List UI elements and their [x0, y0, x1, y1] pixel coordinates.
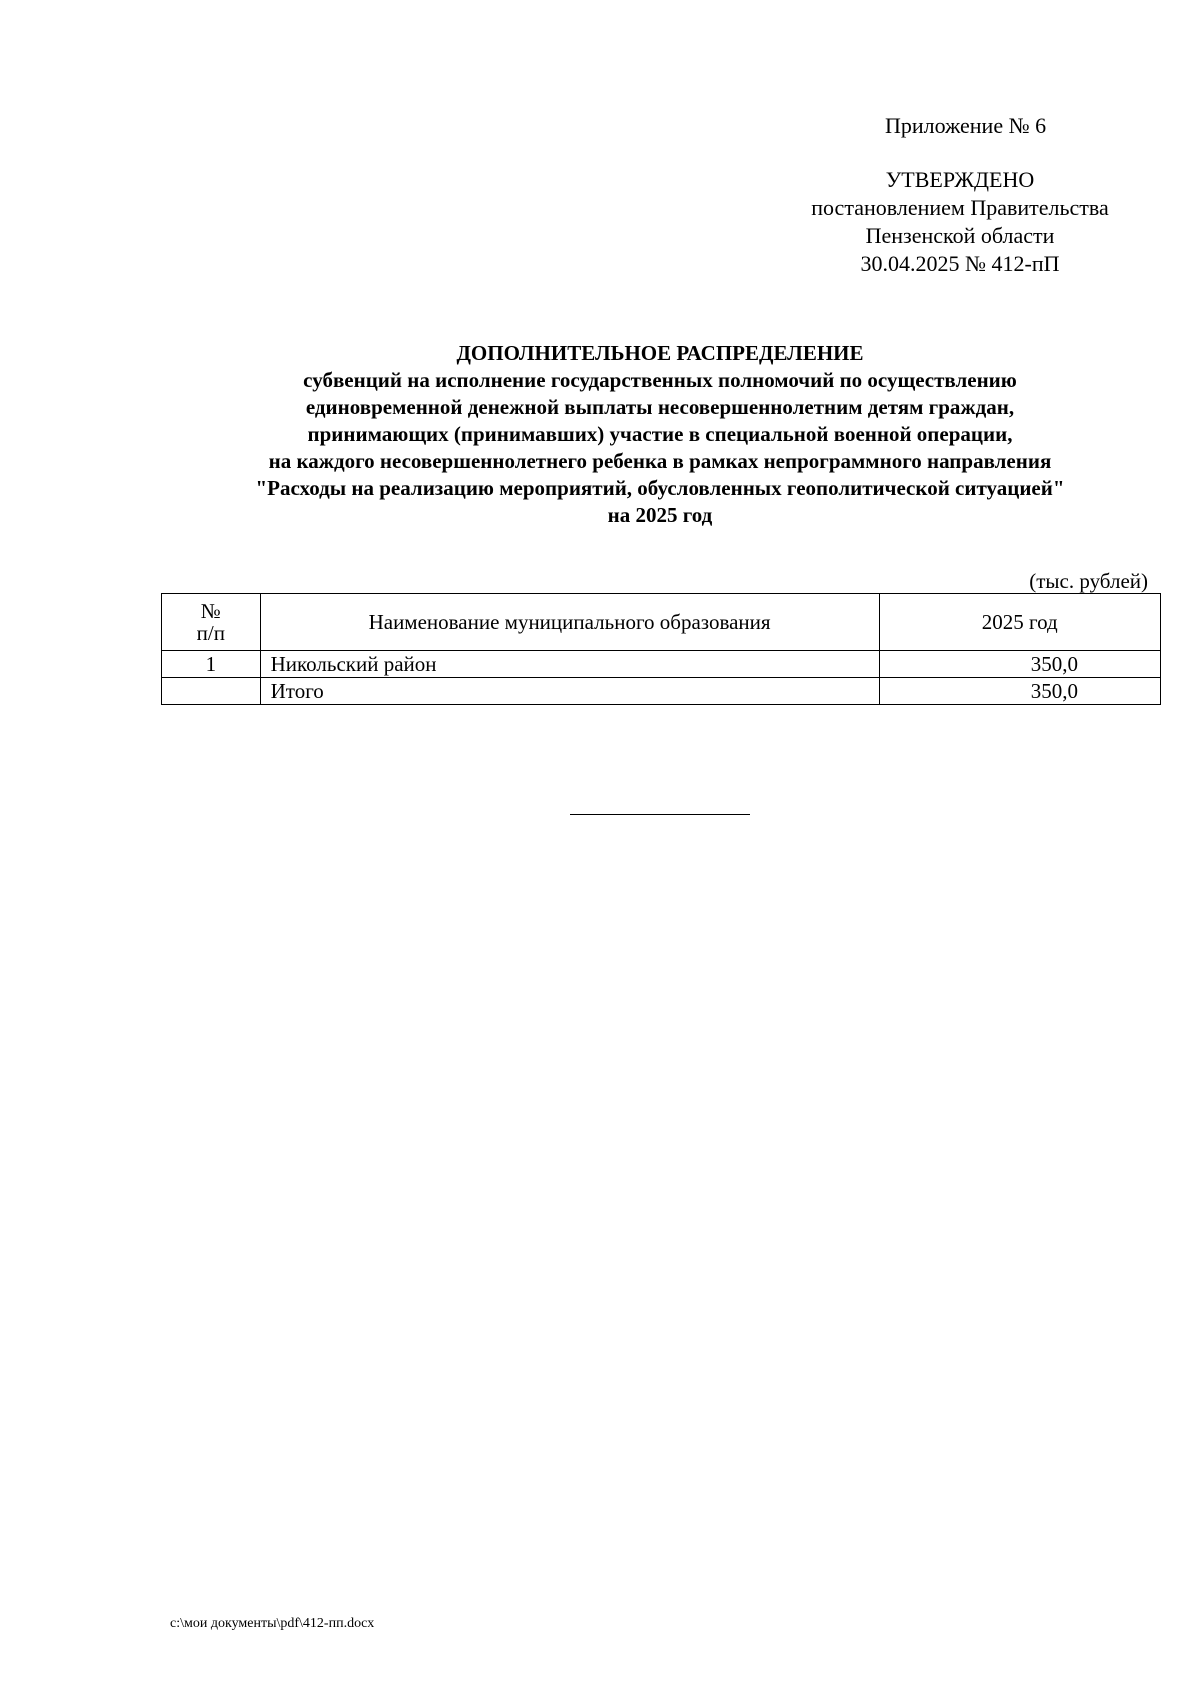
row-number: 1 [162, 651, 261, 678]
title-line-6: на 2025 год [607, 503, 713, 527]
total-label: Итого [260, 678, 879, 705]
header-number-line-1: № [200, 599, 221, 623]
approval-line-2: Пензенской области [865, 223, 1055, 248]
header-number-line-2: п/п [196, 621, 225, 645]
title-line-5: "Расходы на реализацию мероприятий, обусловленных геополитической ситуацией" [255, 476, 1065, 500]
approval-block [790, 112, 1130, 278]
footer-file-path: c:\мои документы\pdf\412-пп.docx [170, 1616, 375, 1631]
title-line-3: принимающих (принимавших) участие в специальной военной операции, [307, 422, 1013, 446]
table-total-row [162, 678, 1161, 705]
title-line-4: на каждого несовершеннолетнего ребенка в рамках непрограммного направления [268, 449, 1052, 473]
approval-spacer [790, 140, 1130, 166]
total-number [162, 678, 261, 705]
header-municipality: Наименование муниципального образования [260, 594, 879, 651]
approval-line-1: постановлением Правительства [811, 195, 1109, 220]
title-line-2: единовременной денежной выплаты несовершеннолетним детям граждан, [305, 395, 1015, 419]
row-value: 350,0 [879, 651, 1160, 678]
title-heading: ДОПОЛНИТЕЛЬНОЕ РАСПРЕДЕЛЕНИЕ [456, 341, 864, 365]
distribution-table [161, 593, 1161, 705]
row-municipality: Никольский район [260, 651, 879, 678]
approval-line-3: 30.04.2025 № 412-пП [860, 251, 1060, 276]
table-header-row [162, 594, 1161, 651]
title-line-1: субвенций на исполнение государственных полномочий по осуществлению [303, 368, 1017, 392]
header-number [162, 594, 261, 651]
document-title [130, 340, 1190, 529]
header-year: 2025 год [879, 594, 1160, 651]
approved-label: УТВЕРЖДЕНО [885, 167, 1035, 192]
end-separator-line [570, 814, 750, 815]
units-label: (тыс. рублей) [1029, 569, 1148, 593]
table-row [162, 651, 1161, 678]
total-value: 350,0 [879, 678, 1160, 705]
annex-number: Приложение № 6 [885, 113, 1047, 138]
